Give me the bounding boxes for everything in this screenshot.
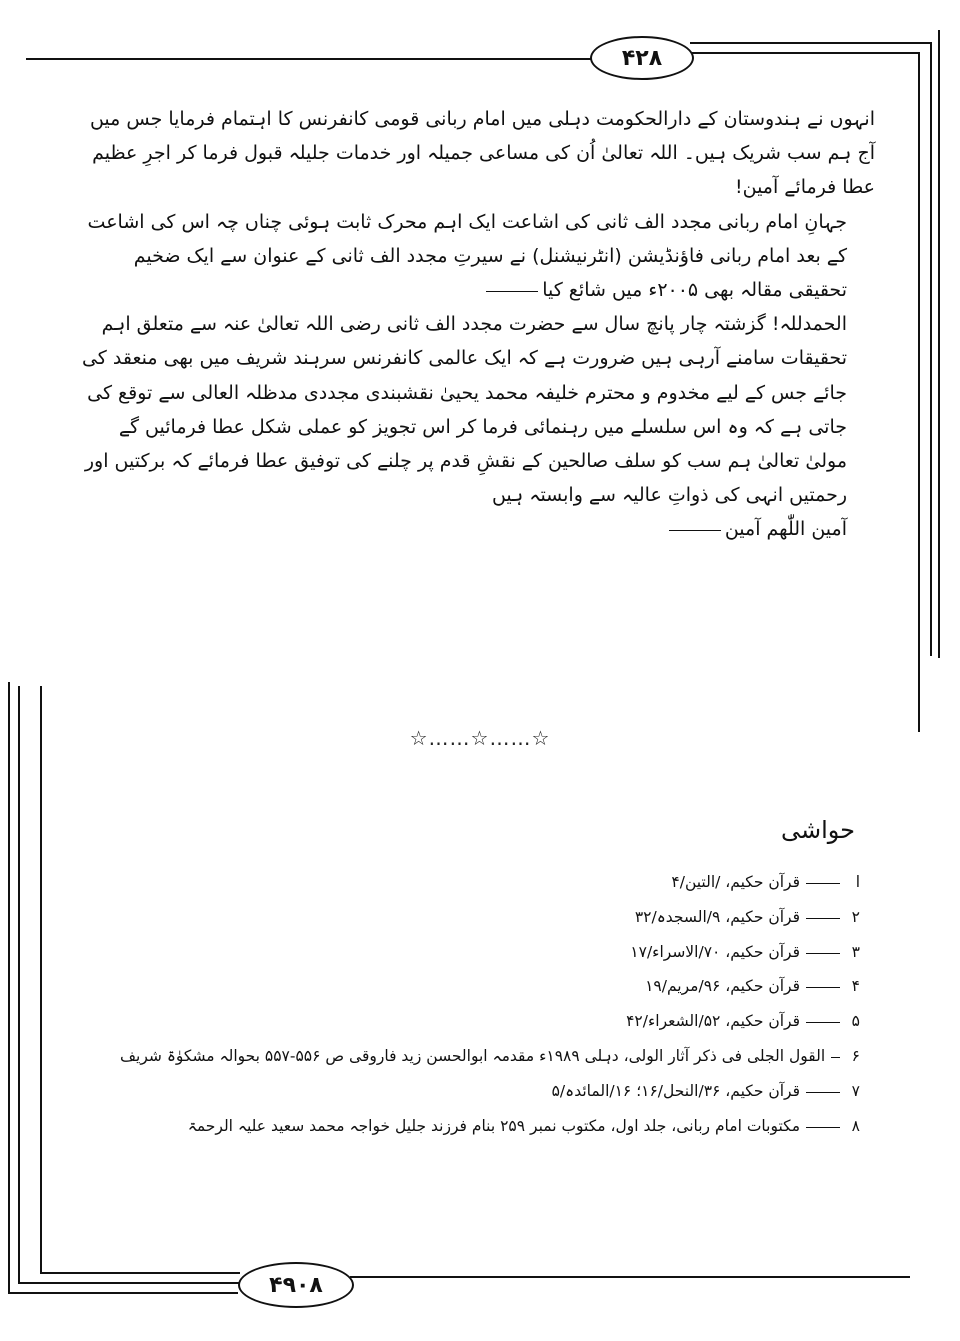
paragraph-3: الحمدللہ! گزشتہ چار پانچ سال سے حضرت مجدد الف ثانی رضی اللہ تعالیٰ عنہ سے متعلق اہم تحقیقات سامنے آرہی ہیں ضرورت ہے کہ ایک عالمی کانفرنس سرہند شریف میں بھی منعقد کی جائے جس کے لیے مخدوم و محترم خلیفہ محمد یحییٰ نقشبندی مجددی مدظلہ العالی سے توقع کی جاتی ہے کہ وہ اس سلسلے میں رہنمائی فرما کر اس تجویز کو عملی شکل عطا فرمائیں گے مولیٰ تعالیٰ ہم سب کو سلف صالحین کے نقشِ قدم پر چلنے کی توفیق عطا فرمائے کہ برکتیں اور رحمتیں انہی کی ذواتِ عالیہ سے وابستہ ہیں — [81, 313, 847, 507]
footnote-dash — [806, 953, 840, 954]
dash-mark — [669, 530, 721, 531]
frame-top-line-left — [26, 58, 592, 60]
footnote-item — [120, 1109, 860, 1144]
footnote-text: مکتوبات امام ربانی، جلد اول، مکتوب نمبر ۲۵۹ بنام فرزند جلیل خواجہ محمد سعید علیہ الرحمۃ — [187, 1116, 800, 1135]
footnote-text: قرآن حکیم، ۵۲/الشعراء/۴۲ — [626, 1012, 800, 1031]
footnote-dash — [831, 1057, 840, 1058]
notes-heading: حواشی — [780, 816, 855, 844]
footnote-item — [120, 1074, 860, 1109]
footnote-item — [120, 1039, 860, 1074]
footnote-number: ۴ — [851, 977, 860, 996]
frame-bottom-line-inner — [40, 1272, 240, 1274]
footnote-number: ۶ — [851, 1046, 860, 1065]
star-separator: ☆……☆……☆ — [409, 726, 551, 750]
frame-bottom-line-right — [350, 1276, 910, 1278]
footnote-dash — [806, 1127, 840, 1128]
paragraph-4 — [80, 512, 875, 546]
top-page-number: ۴۲۸ — [590, 36, 694, 80]
bottom-page-number: ۴۹۰۸ — [238, 1262, 354, 1308]
footnote-dash — [806, 1022, 840, 1023]
footnote-item — [120, 1004, 860, 1039]
footnote-number: ۳ — [851, 942, 860, 961]
footnote-text: قرآن حکیم، ۷۰/الاسراء/۱۷ — [630, 942, 800, 961]
footnote-item — [120, 900, 860, 935]
footnote-item — [120, 969, 860, 1004]
paragraph-4-text: آمین اللّٰھم آمین — [724, 518, 847, 541]
footnote-number: ۵ — [851, 1012, 860, 1031]
footnote-text: القول الجلی فی ذکر آثار الولی، دہلی ۱۹۸۹ء مقدمہ ابوالحسن زید فاروقی ص ۵۵۶-۵۵۷ بحوالہ مشکوٰۃ شریف — [120, 1046, 826, 1065]
footnote-text: قرآن حکیم، ۹/السجدہ/۳۲ — [634, 907, 800, 926]
frame-right-outer — [930, 42, 932, 656]
dash-mark — [486, 291, 538, 292]
frame-left-outer — [8, 682, 10, 1292]
footnote-dash — [806, 883, 840, 884]
footnotes-list — [120, 865, 860, 1143]
frame-bottom-line-mid — [18, 1282, 240, 1284]
footnote-number: ۲ — [851, 907, 860, 926]
footnote-item — [120, 865, 860, 900]
frame-right-mid — [918, 52, 920, 732]
frame-bottom-line-outer — [8, 1292, 238, 1294]
footnote-text: قرآن حکیم، ۹۶/مریم/۱۹ — [645, 977, 800, 996]
footnote-number: ۸ — [851, 1116, 860, 1135]
footnote-text: قرآن حکیم، ۳۶/النحل/۱۶؛ ۱۶/المائدہ/۵ — [551, 1081, 800, 1100]
frame-top-line-outer — [690, 42, 930, 44]
footnote-text: قرآن حکیم، /التین/۴ — [671, 873, 800, 891]
footnote-dash — [806, 987, 840, 988]
frame-top-line-inner — [690, 52, 918, 54]
body-text — [80, 102, 875, 547]
paragraph-2 — [80, 205, 875, 308]
frame-left-mid — [18, 686, 20, 1282]
footnote-dash — [806, 918, 840, 919]
paragraph-2-text: جہانِ امام ربانی مجدد الف ثانی کی اشاعت ایک اہم محرک ثابت ہوئی چناں چہ اس کی اشاعت کے بعد امام ربانی فاؤنڈیشن (انٹرنیشنل) نے سیرتِ مجدد الف ثانی کے عنوان سے ایک ضخیم تحقیقی مقالہ بھی ۲۰۰۵ء میں شائع کیا — [87, 210, 847, 302]
paragraph-1: انہوں نے ہندوستان کے دارالحکومت دہلی میں امام ربانی قومی کانفرنس کا اہتمام فرمایا جس میں آج ہم سب شریک ہیں۔ اللہ تعالیٰ اُن کی مساعی جمیلہ اور خدمات جلیلہ قبول فرما کر اجرِ عظیم عطا فرمائے آمین! — [89, 108, 875, 199]
footnote-item — [120, 935, 860, 970]
footnote-number: ا — [855, 873, 860, 891]
frame-left-inner — [40, 686, 42, 1272]
footnote-number: ۷ — [851, 1081, 860, 1100]
frame-right-inner — [938, 30, 940, 658]
footnote-dash — [806, 1092, 840, 1093]
